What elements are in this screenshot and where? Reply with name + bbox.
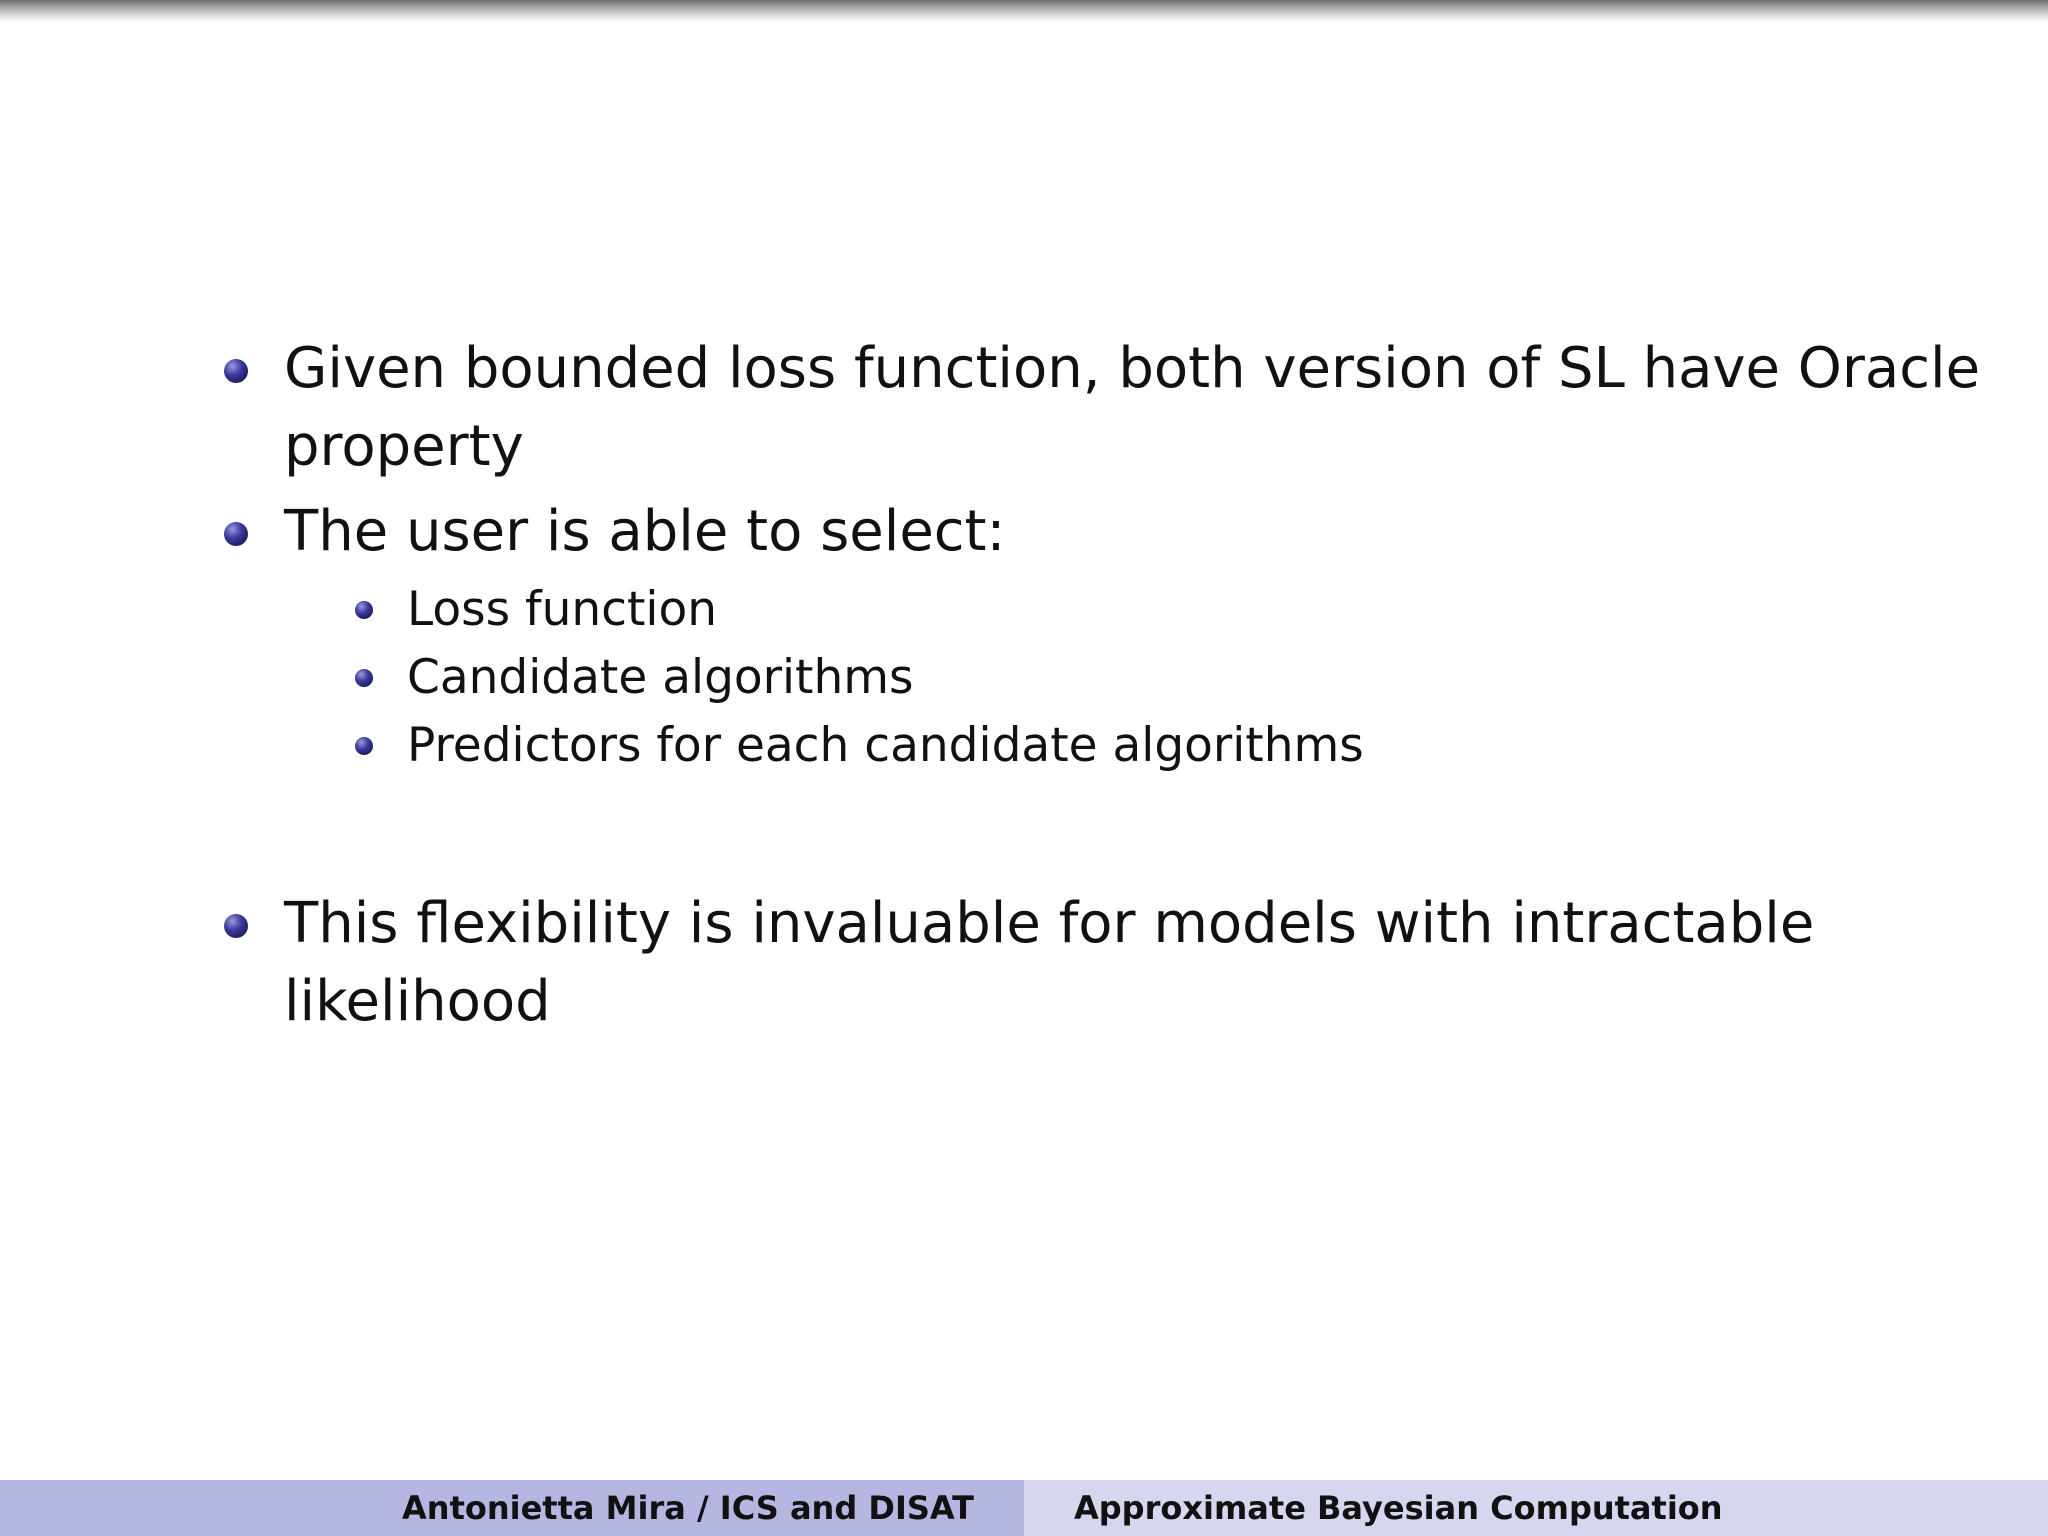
sub-item-loss-function: Loss function <box>407 582 718 637</box>
sub-bullet-icon <box>355 669 373 687</box>
bullet-1-line-2: property <box>284 414 524 479</box>
sub-bullet-icon <box>355 737 373 755</box>
bullet-3-line-2: likelihood <box>284 969 551 1034</box>
bullet-icon <box>224 522 248 546</box>
bullet-icon <box>224 914 248 938</box>
footer-author: Antonietta Mira / ICS and DISAT <box>0 1480 1024 1536</box>
sub-bullet-icon <box>355 601 373 619</box>
bullet-1-line-1: Given bounded loss function, both version of SL have Oracle <box>284 336 1981 401</box>
bullet-icon <box>224 359 248 383</box>
footer-bar <box>0 1480 2048 1536</box>
sub-item-predictors: Predictors for each candidate algorithms <box>407 718 1364 773</box>
sub-item-candidate-algorithms: Candidate algorithms <box>407 650 914 705</box>
footer-title: Approximate Bayesian Computation <box>1024 1480 2048 1536</box>
bullet-3-line-1: This flexibility is invaluable for models with intractable <box>284 891 1815 956</box>
bullet-2-line-1: The user is able to select: <box>284 499 1006 564</box>
